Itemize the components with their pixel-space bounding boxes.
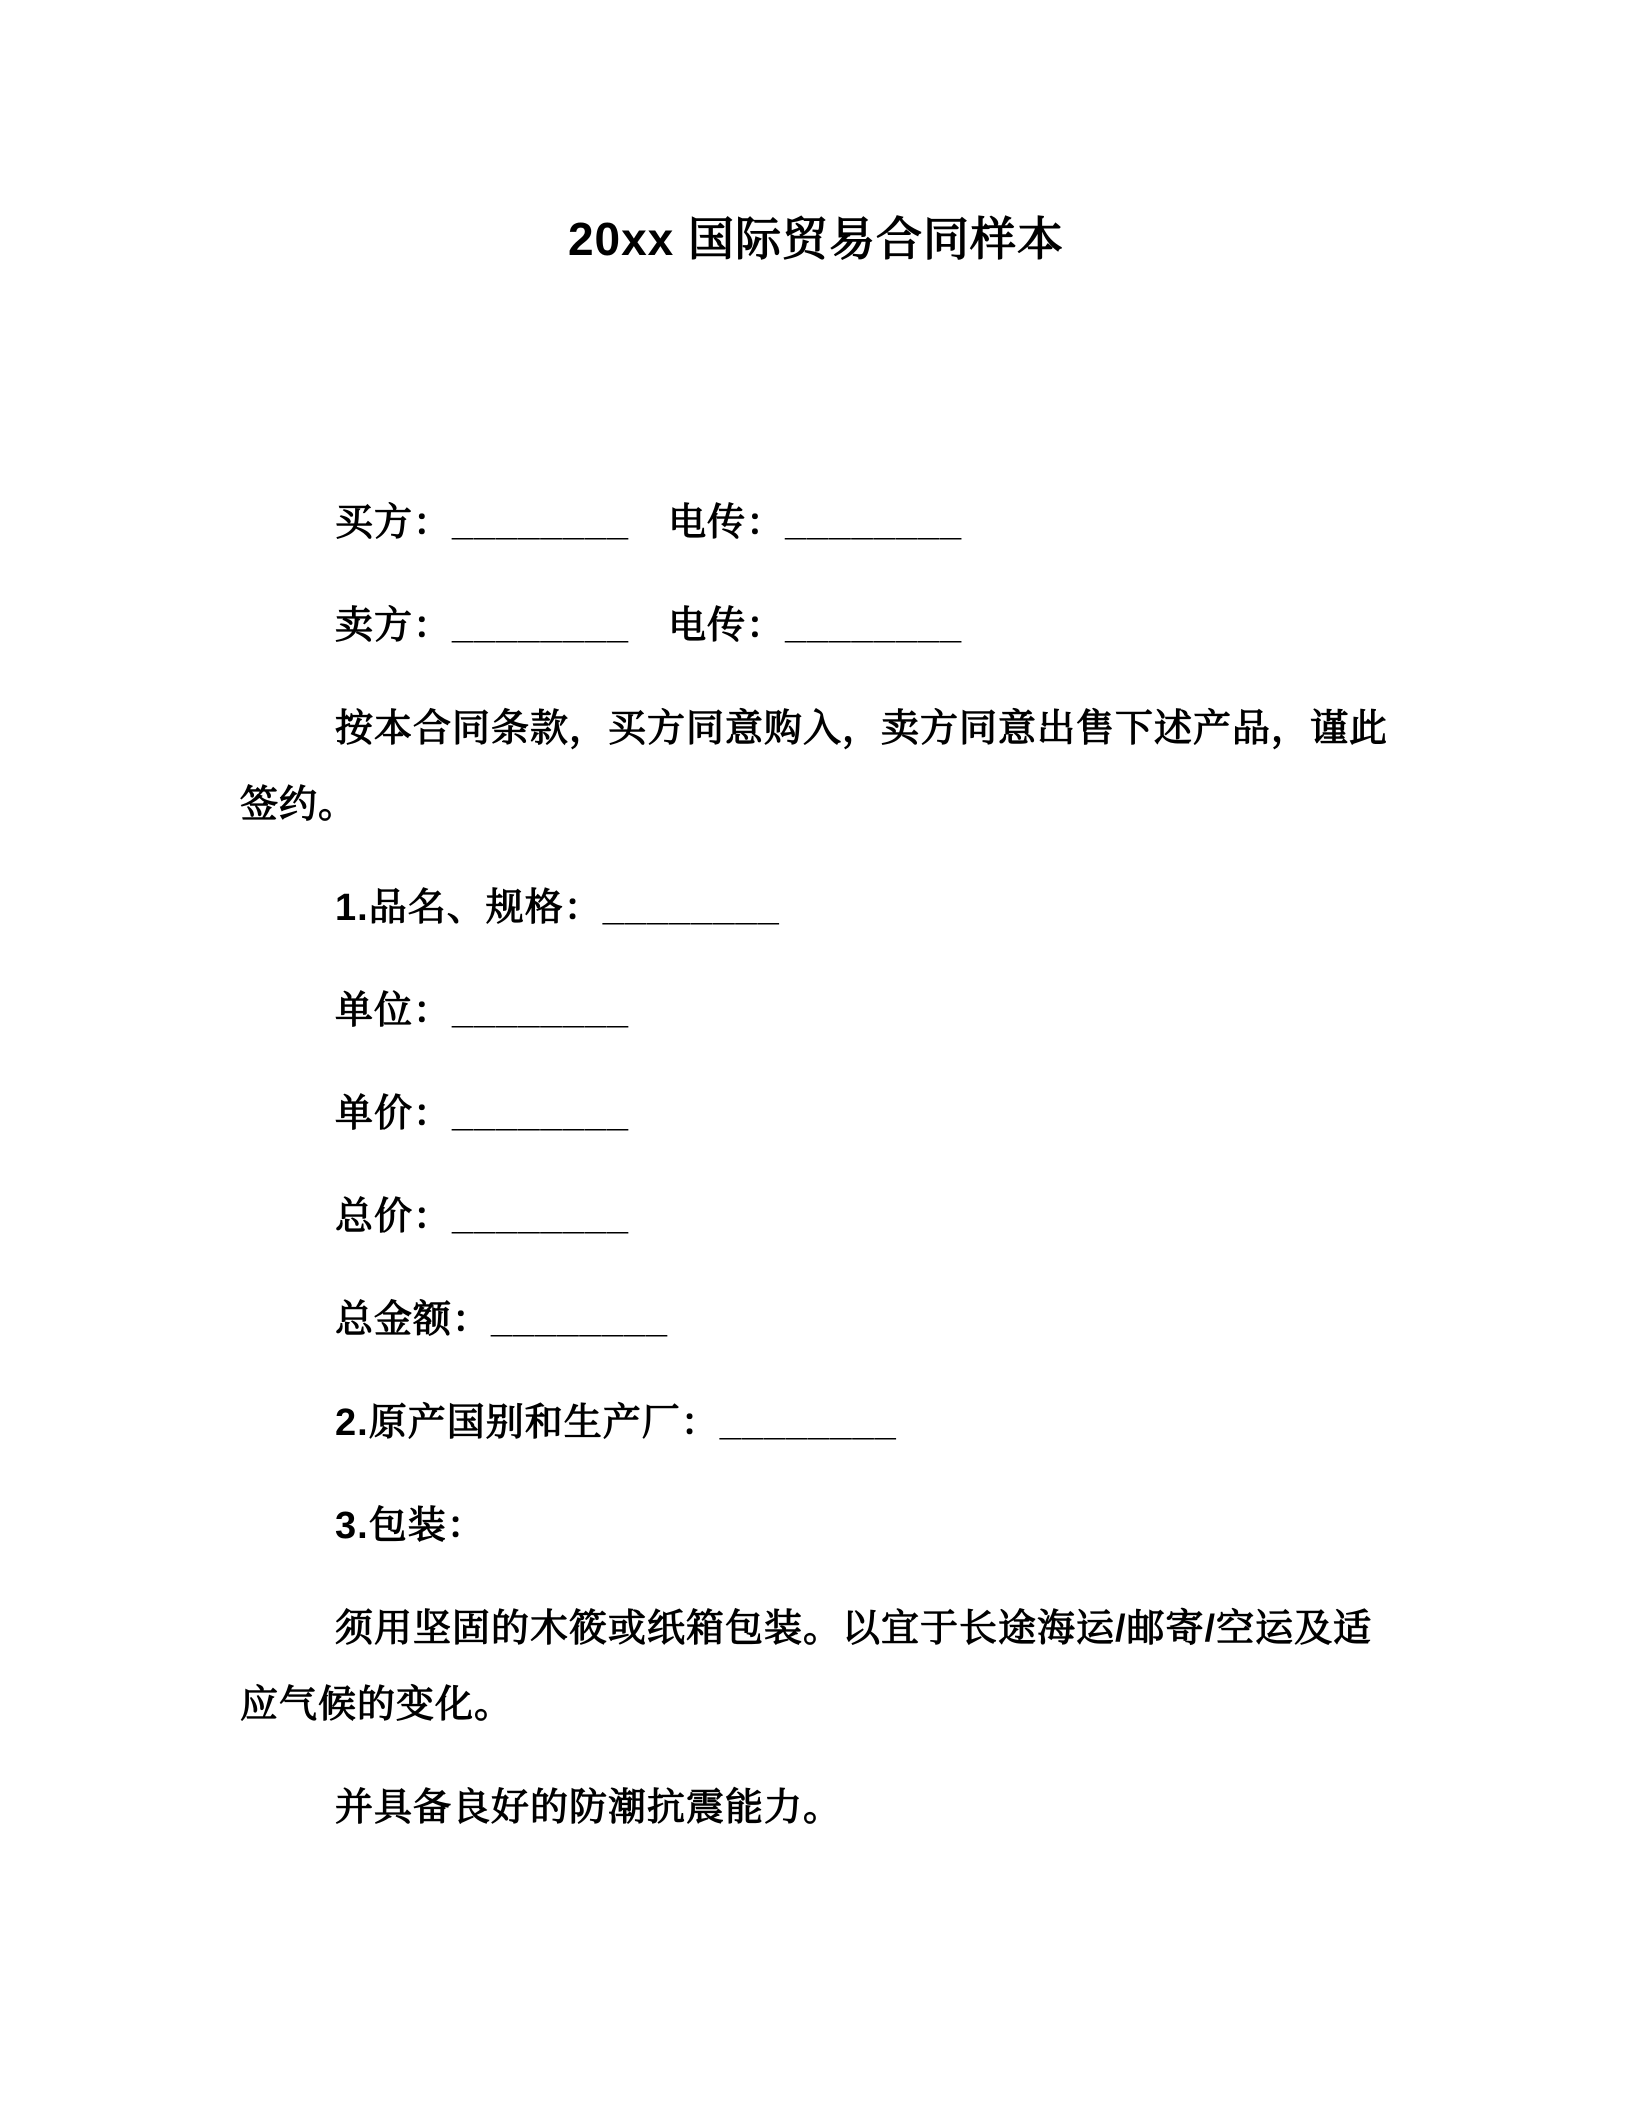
buyer-telex-line: 买方：________ 电传：________ bbox=[335, 502, 963, 544]
origin-country-factory-line: 2.原产国别和生产厂：________ bbox=[335, 1402, 897, 1444]
unit-line: 单位：________ bbox=[335, 990, 630, 1032]
total-price-line: 总价：________ bbox=[335, 1196, 630, 1238]
total-amount-line: 总金额：________ bbox=[335, 1299, 669, 1341]
document-title: 20xx 国际贸易合同样本 bbox=[567, 213, 1065, 265]
seller-telex-line: 卖方：________ 电传：________ bbox=[335, 605, 963, 647]
moisture-shockproof-line: 并具备良好的防潮抗震能力。 bbox=[335, 1787, 843, 1829]
item-name-spec-line: 1.品名、规格：________ bbox=[335, 887, 780, 929]
unit-price-line: 单价：________ bbox=[335, 1093, 630, 1135]
intro-agreement-paragraph: 按本合同条款，买方同意购入，卖方同意出售下述产品，谨此签约。 bbox=[240, 708, 1389, 826]
packing-requirement-paragraph: 须用坚固的木筱或纸箱包装。以宜于长途海运/邮寄/空运及适应气候的变化。 bbox=[240, 1608, 1373, 1726]
packing-heading: 3.包装： bbox=[335, 1505, 486, 1547]
